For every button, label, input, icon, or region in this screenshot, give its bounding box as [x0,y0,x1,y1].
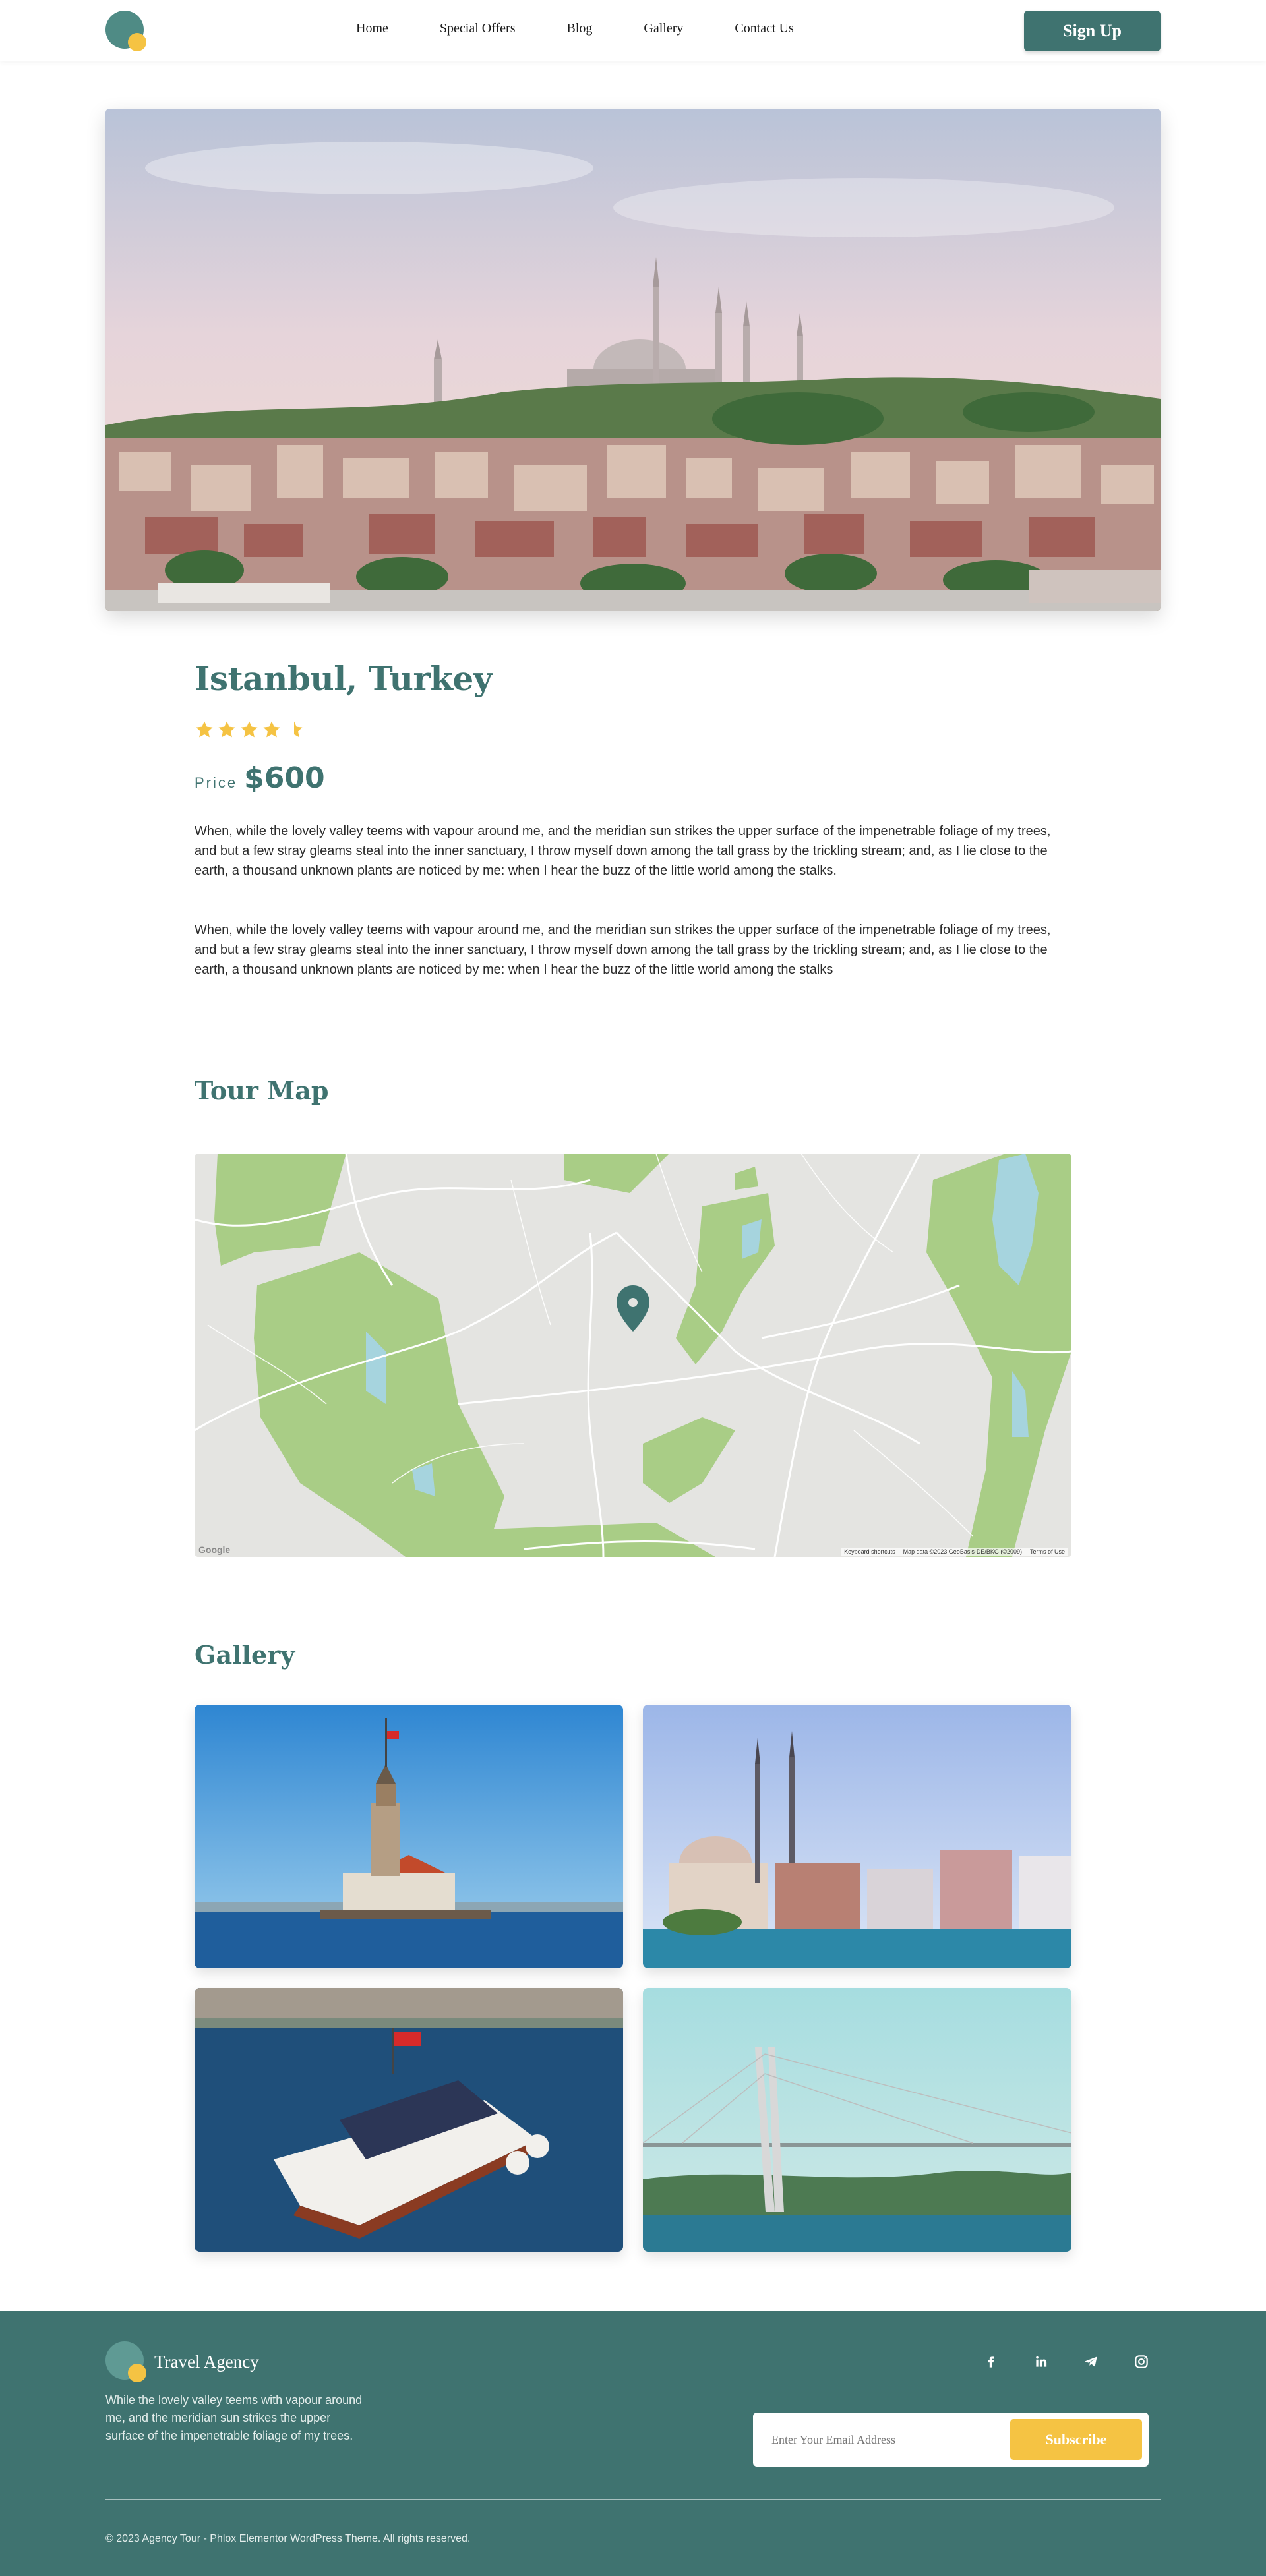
nav-home[interactable]: Home [356,21,388,36]
instagram-icon[interactable] [1133,2353,1150,2370]
site-header [0,0,1266,61]
star-full-icon [217,720,237,740]
map-data-text: Map data ©2023 GeoBasis-DE/BKG (©2009) [903,1548,1022,1555]
tour-title: Istanbul, Turkey [195,659,493,698]
footer-logo[interactable] [106,2341,146,2382]
terms-of-use-link[interactable]: Terms of Use [1029,1548,1065,1555]
nav-gallery[interactable]: Gallery [644,21,684,36]
subscribe-form [753,2413,1149,2467]
keyboard-shortcuts-link[interactable]: Keyboard shortcuts [844,1548,895,1555]
gallery-image-maidens-tower[interactable] [195,1705,623,1968]
price [195,761,325,795]
signup-button[interactable]: Sign Up [1024,11,1160,51]
telegram-icon[interactable] [1083,2353,1100,2370]
logo[interactable] [106,11,146,51]
map-attribution [841,1548,1068,1556]
footer-description: While the lovely valley teems with vapour around me, and the meridian sun strikes the upper surface of the impenetrable foliage of my trees. [106,2393,363,2442]
description-paragraph: When, while the lovely valley teems with vapour around me, and the meridian sun strikes the upper surface of the impenetrable foliage of my trees, and but a few stray gleams steal into the inner sanctuary, I throw myself down among the tall grass by the trickling stream; and, as I lie close to the earth, a thousand unknown plants are noticed by me: when I hear the buzz of the little world among the stalks [195,923,1051,977]
nav-contact-us[interactable]: Contact Us [735,21,794,36]
nav-special-offers[interactable]: Special Offers [439,21,516,36]
social-links [982,2353,1150,2370]
price-label: Price [195,775,238,791]
facebook-icon[interactable] [982,2353,1000,2370]
nav-blog[interactable]: Blog [566,21,593,36]
site-footer [0,2311,1266,2576]
subscribe-button[interactable]: Subscribe [1010,2419,1142,2460]
istanbul-skyline-image [106,109,1160,611]
price-value: $600 [244,761,325,795]
description-paragraph: When, while the lovely valley teems with vapour around me, and the meridian sun strikes the upper surface of the impenetrable foliage of my trees, and but a few stray gleams steal into the inner sanctuary, I throw myself down among the tall grass by the trickling stream; and, as I lie close to the earth, a thousand unknown plants are noticed by me: when I hear the buzz of the little world among the stalks. [195,824,1051,878]
map-canvas [195,1154,1071,1557]
gallery-image-ortakoy-mosque[interactable] [643,1705,1071,1968]
star-full-icon [239,720,259,740]
linkedin-icon[interactable] [1033,2353,1050,2370]
footer-brand: Travel Agency [154,2352,259,2372]
logo-circle-yellow [128,2364,146,2382]
main-nav [356,21,845,36]
gallery-image-bridge[interactable] [643,1988,1071,2252]
footer-divider [106,2499,1160,2500]
gallery-heading: Gallery [195,1640,295,1670]
star-half-icon [284,720,304,740]
gallery-image-boat[interactable] [195,1988,623,2252]
map-google-logo: Google [198,1544,231,1555]
email-input[interactable] [771,2427,989,2452]
star-full-icon [195,720,214,740]
tour-map[interactable] [195,1154,1071,1557]
hero-image [106,109,1160,611]
tour-map-heading: Tour Map [195,1076,329,1105]
logo-circle-yellow [128,33,146,51]
rating-stars [195,720,304,740]
star-full-icon [262,720,282,740]
copyright-text: © 2023 Agency Tour - Phlox Elementor WordPress Theme. All rights reserved. [106,2533,471,2544]
